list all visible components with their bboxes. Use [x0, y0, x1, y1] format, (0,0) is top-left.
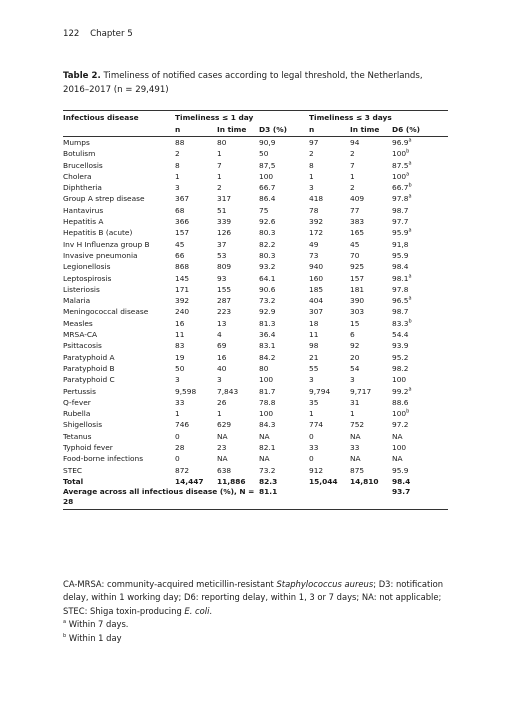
table-row [63, 442, 448, 453]
cell-n1: 8 [175, 160, 180, 170]
cell-d6: 98.4 [392, 262, 409, 272]
cell-n2: 1 [309, 171, 314, 181]
timeliness-table [63, 110, 448, 510]
footnote-marker: a [408, 386, 412, 393]
cell-d3: 84.3 [259, 420, 276, 430]
cell-d3: 87,5 [259, 160, 276, 170]
cell-t1: 23 [217, 443, 227, 453]
table-caption [63, 69, 449, 97]
cell-n2: 3 [309, 183, 314, 193]
cell-n1: 16 [175, 318, 185, 328]
table-row [63, 352, 448, 363]
cell-n1: 19 [175, 352, 185, 362]
cell-t1: 53 [217, 250, 227, 260]
disease-name: Meningococcal disease [63, 307, 149, 317]
cell-t1: 7,843 [217, 386, 239, 396]
cell-d3: 92.6 [259, 217, 276, 227]
disease-name: Paratyphoid A [63, 352, 115, 362]
cell-n1: 28 [175, 443, 185, 453]
cell-t2: 92 [350, 341, 360, 351]
cell-t2: 303 [350, 307, 365, 317]
cell-d3: 73.2 [259, 465, 276, 475]
cell-d6: 97.8 [392, 284, 409, 294]
cell-d6: 95.9 [392, 465, 409, 475]
cell-n1: 171 [175, 284, 190, 294]
cell-t2: 1 [350, 171, 355, 181]
table-row [63, 171, 448, 182]
cell-t1: 80 [217, 138, 227, 147]
cell-n2: 160 [309, 273, 324, 283]
cell-t1: 7 [217, 160, 222, 170]
disease-name: Botulism [63, 149, 96, 159]
cell-d3: 80.3 [259, 250, 276, 260]
cell-t1: 2 [217, 183, 222, 193]
cell-n1: 45 [175, 239, 185, 249]
cell-d6: 100$^a$ [392, 171, 410, 181]
cell-t2: 157 [350, 273, 365, 283]
cell-n2: 392 [309, 217, 324, 227]
cell-t2: 9,717 [350, 386, 372, 396]
cell-t1: 809 [217, 262, 232, 272]
cell-n2: 11 [309, 330, 319, 340]
table-row [63, 227, 448, 238]
disease-name: Listeriosis [63, 284, 100, 294]
disease-name: Paratyphoid B [63, 363, 115, 373]
total-label: Total [63, 476, 84, 486]
disease-name: Q-fever [63, 397, 91, 407]
cell-t2: 70 [350, 250, 360, 260]
cell-t1: 37 [217, 239, 227, 249]
disease-name: Paratyphoid C [63, 375, 115, 385]
footnote-marker: a [408, 273, 412, 280]
cell-n1: 1 [175, 409, 180, 419]
header-intime-1day: In time [217, 124, 259, 137]
cell-n2: 2 [309, 149, 314, 159]
cell-d3: 82.1 [259, 443, 276, 453]
table-row [63, 453, 448, 464]
cell-n2: 774 [309, 420, 324, 430]
cell-d3: 100 [259, 375, 274, 385]
disease-name: Psittacosis [63, 341, 102, 351]
chapter-label: Chapter 5 [90, 29, 133, 39]
disease-name: Typhoid fever [63, 443, 113, 453]
cell-d6: 66.7$^b$ [392, 182, 412, 193]
cell-d6: 93.9 [392, 341, 409, 351]
cell-d6: NA [392, 454, 403, 464]
cell-n1: 68 [175, 205, 185, 215]
cell-n1: 0 [175, 454, 180, 464]
cell-t1: 339 [217, 217, 232, 227]
cell-n1: 9,598 [175, 386, 197, 396]
disease-name: Legionellosis [63, 262, 111, 272]
table-row [63, 397, 448, 408]
cell-n2: 9,794 [309, 386, 331, 396]
cell-n1: 367 [175, 194, 190, 204]
cell-t2: 15 [350, 318, 360, 328]
cell-n2: 35 [309, 397, 319, 407]
cell-d3: 36.4 [259, 330, 276, 340]
disease-name: Diphtheria [63, 183, 102, 193]
table-row [63, 329, 448, 340]
cell-d3: 100 [259, 171, 274, 181]
cell-n1: 240 [175, 307, 190, 317]
cell-d6: 91,8 [392, 239, 409, 249]
page-number: 122 [63, 29, 80, 39]
cell-t2: 409 [350, 194, 365, 204]
cell-t1: 4 [217, 330, 222, 340]
cell-d3: 81.7 [259, 386, 276, 396]
cell-n1: 50 [175, 363, 185, 373]
cell-t2: 7 [350, 160, 355, 170]
cell-t1: 51 [217, 205, 227, 215]
cell-d6: 88.6 [392, 397, 409, 407]
cell-n2: 0 [309, 454, 314, 464]
cell-t2: 875 [350, 465, 365, 475]
disease-name: Measles [63, 318, 93, 328]
cell-d3: 75 [259, 205, 269, 215]
total-t1: 11,886 [217, 476, 246, 486]
total-row [63, 476, 448, 487]
cell-t2: NA [350, 431, 361, 441]
table-row [63, 306, 448, 317]
cell-t2: 33 [350, 443, 360, 453]
cell-n2: 185 [309, 284, 324, 294]
abbreviations-note: CA-MRSA: community-acquired meticillin-resistant Staphylococcus aureus; D3: notification delay, within 1 working day; D6: reporting delay, within 1, 3 or 7 days; NA: not applicable; STEC: Shiga toxin-producing E. coli. [63, 579, 444, 616]
table-row [63, 182, 448, 193]
cell-d3: 86.4 [259, 194, 276, 204]
cell-t1: 26 [217, 397, 227, 407]
cell-t1: 69 [217, 341, 227, 351]
footnote-marker: a [408, 137, 412, 144]
cell-n1: 392 [175, 296, 190, 306]
cell-n2: 98 [309, 341, 319, 351]
header-group-1day: Timeliness ≤ 1 day [175, 112, 254, 122]
footnote-marker: b [406, 148, 410, 155]
cell-t2: 45 [350, 239, 360, 249]
caption-label: Table 2. [63, 71, 101, 81]
table-row [63, 431, 448, 442]
cell-d6: 98.7 [392, 205, 409, 215]
cell-n1: 66 [175, 250, 185, 260]
table-row [63, 340, 448, 351]
cell-d6: 98.2 [392, 363, 409, 373]
cell-n2: 21 [309, 352, 319, 362]
disease-name: Hepatitis B (acute) [63, 228, 133, 238]
cell-d6: 87.5$^a$ [392, 160, 412, 170]
footnote-marker: a [406, 171, 410, 178]
cell-n1: 3 [175, 183, 180, 193]
table-row [63, 160, 448, 171]
disease-name: MRSA-CA [63, 330, 98, 340]
cell-t2: 181 [350, 284, 365, 294]
disease-name: Leptospirosis [63, 273, 112, 283]
cell-n2: 8 [309, 160, 314, 170]
footnote-a: $^a$ Within 7 days. [63, 619, 129, 630]
table-row [63, 374, 448, 385]
cell-d6: 97.7 [392, 217, 409, 227]
table-row [63, 419, 448, 430]
cell-t1: 287 [217, 296, 232, 306]
footnote-marker: a [408, 227, 412, 234]
header-row-columns [63, 124, 448, 137]
disease-name: Hepatitis A [63, 217, 104, 227]
cell-n1: 33 [175, 397, 185, 407]
footnote-marker: b [406, 408, 410, 415]
cell-t1: 126 [217, 228, 232, 238]
table-notes [63, 578, 453, 645]
disease-name: Mumps [63, 138, 90, 147]
cell-n2: 418 [309, 194, 324, 204]
cell-d6: 54.4 [392, 330, 409, 340]
cell-d3: NA [259, 431, 270, 441]
cell-n2: 1 [309, 409, 314, 419]
cell-d3: 73.2 [259, 296, 276, 306]
cell-t2: 390 [350, 296, 365, 306]
table-row [63, 295, 448, 306]
cell-n2: 172 [309, 228, 324, 238]
average-label: Average across all infectious disease (%), N = 28 [63, 487, 259, 510]
cell-t1: NA [217, 454, 228, 464]
cell-t2: 2 [350, 149, 355, 159]
cell-t2: 925 [350, 262, 365, 272]
footnote-marker: b [408, 318, 412, 325]
cell-d6: 96.9$^a$ [392, 137, 412, 147]
cell-d3: 92.9 [259, 307, 276, 317]
cell-n2: 912 [309, 465, 324, 475]
header-d6: D6 (%) [392, 124, 448, 137]
cell-d3: NA [259, 454, 270, 464]
cell-n1: 746 [175, 420, 190, 430]
cell-n2: 49 [309, 239, 319, 249]
cell-n1: 145 [175, 273, 190, 283]
cell-t2: 94 [350, 138, 360, 147]
cell-d6: 95.9 [392, 250, 409, 260]
cell-n1: 0 [175, 431, 180, 441]
cell-n1: 157 [175, 228, 190, 238]
header-group-3days: Timeliness ≤ 3 days [309, 112, 392, 122]
footnote-marker: b [408, 182, 412, 189]
disease-name: Cholera [63, 171, 92, 181]
cell-t1: 223 [217, 307, 232, 317]
disease-name: Shigellosis [63, 420, 103, 430]
cell-d6: 100 [392, 443, 407, 453]
disease-name: STEC [63, 465, 83, 475]
cell-t1: 93 [217, 273, 227, 283]
cell-n2: 97 [309, 138, 319, 147]
cell-t2: 1 [350, 409, 355, 419]
cell-d3: 90,9 [259, 138, 276, 147]
caption-text: Timeliness of notified cases according to legal threshold, the Netherlands, 2016–2017 (n = 29,491) [63, 71, 423, 95]
header-disease: Infectious disease [63, 112, 139, 122]
disease-name: Tetanus [63, 431, 92, 441]
cell-t1: 16 [217, 352, 227, 362]
cell-d3: 83.1 [259, 341, 276, 351]
disease-name: Hantavirus [63, 205, 104, 215]
cell-n2: 73 [309, 250, 319, 260]
cell-d3: 90.6 [259, 284, 276, 294]
table-row [63, 239, 448, 250]
cell-n1: 3 [175, 375, 180, 385]
cell-n1: 872 [175, 465, 190, 475]
running-head [63, 29, 141, 39]
cell-d3: 66.7 [259, 183, 276, 193]
cell-d3: 80 [259, 363, 269, 373]
table-row [63, 465, 448, 476]
cell-d6: 100 [392, 375, 407, 385]
cell-t2: 20 [350, 352, 360, 362]
cell-t1: 1 [217, 171, 222, 181]
disease-name: Rubella [63, 409, 91, 419]
cell-n1: 1 [175, 171, 180, 181]
cell-d3: 64.1 [259, 273, 276, 283]
footnote-marker: a [408, 194, 412, 201]
cell-d3: 50 [259, 149, 269, 159]
cell-d6: NA [392, 431, 403, 441]
cell-d3: 82.2 [259, 239, 276, 249]
cell-d6: 95.9$^a$ [392, 227, 412, 238]
cell-n2: 307 [309, 307, 324, 317]
disease-name: Food-borne infections [63, 454, 144, 464]
table-row [63, 250, 448, 261]
cell-n1: 366 [175, 217, 190, 227]
cell-n2: 940 [309, 262, 324, 272]
table-row [63, 408, 448, 419]
cell-d6: 97.8$^a$ [392, 194, 412, 204]
cell-t1: 13 [217, 318, 227, 328]
cell-d6: 83.3$^b$ [392, 318, 412, 328]
cell-t1: 3 [217, 375, 222, 385]
cell-n1: 83 [175, 341, 185, 351]
table-row [63, 205, 448, 216]
cell-d6: 96.5$^a$ [392, 295, 412, 306]
cell-d6: 95.2 [392, 352, 409, 362]
cell-n1: 11 [175, 330, 185, 340]
header-intime-3days: In time [350, 124, 392, 137]
footnote-marker: a [408, 160, 412, 167]
cell-t2: 3 [350, 375, 355, 385]
table-row [63, 363, 448, 374]
disease-name: Invasive pneumonia [63, 250, 138, 260]
header-row-groups [63, 111, 448, 124]
cell-t1: 317 [217, 194, 232, 204]
cell-n1: 868 [175, 262, 190, 272]
cell-d3: 80.3 [259, 228, 276, 238]
cell-d6: 99.2$^a$ [392, 386, 412, 396]
table-row [63, 261, 448, 272]
cell-t1: 638 [217, 465, 232, 475]
cell-d6: 98.1$^a$ [392, 273, 412, 283]
cell-d3: 84.2 [259, 352, 276, 362]
cell-t2: 6 [350, 330, 355, 340]
disease-name: Malaria [63, 296, 91, 306]
total-n1: 14,447 [175, 476, 204, 486]
cell-n2: 55 [309, 363, 319, 373]
table-row [63, 148, 448, 159]
cell-n2: 18 [309, 318, 319, 328]
cell-d6: 97.2 [392, 420, 409, 430]
cell-t2: 165 [350, 228, 365, 238]
cell-d3: 81.3 [259, 318, 276, 328]
table-row [63, 137, 448, 149]
disease-name: Pertussis [63, 386, 96, 396]
cell-d6: 98.7 [392, 307, 409, 317]
header-d3: D3 (%) [259, 124, 309, 137]
cell-d6: 100$^b$ [392, 408, 410, 419]
disease-name: Group A strep disease [63, 194, 145, 204]
cell-t1: 629 [217, 420, 232, 430]
cell-d3: 93.2 [259, 262, 276, 272]
total-d6: 98.4 [392, 476, 411, 486]
total-t2: 14,810 [350, 476, 379, 486]
total-n2: 15,044 [309, 476, 338, 486]
table-row [63, 216, 448, 227]
cell-t2: 383 [350, 217, 365, 227]
table-row [63, 386, 448, 397]
cell-n2: 33 [309, 443, 319, 453]
cell-t2: 31 [350, 397, 360, 407]
cell-d3: 78.8 [259, 397, 276, 407]
table-row [63, 284, 448, 295]
header-n-3days: n [309, 124, 350, 137]
cell-t2: NA [350, 454, 361, 464]
cell-n2: 0 [309, 431, 314, 441]
average-row [63, 487, 448, 510]
cell-t1: 155 [217, 284, 232, 294]
cell-n1: 88 [175, 138, 185, 147]
cell-n2: 404 [309, 296, 324, 306]
cell-t2: 54 [350, 363, 360, 373]
cell-t2: 752 [350, 420, 365, 430]
cell-d3: 100 [259, 409, 274, 419]
cell-n2: 3 [309, 375, 314, 385]
footnote-b: $^b$ Within 1 day [63, 632, 122, 643]
average-d3: 81.1 [259, 487, 309, 510]
total-d3: 82.3 [259, 476, 278, 486]
cell-t1: NA [217, 431, 228, 441]
cell-n1: 2 [175, 149, 180, 159]
cell-t1: 40 [217, 363, 227, 373]
disease-name: Inv H Influenza group B [63, 239, 150, 249]
table-row [63, 273, 448, 284]
table-row [63, 318, 448, 329]
cell-t2: 77 [350, 205, 360, 215]
average-d6: 93.7 [392, 487, 448, 510]
cell-d6: 100$^b$ [392, 148, 410, 159]
header-n-1day: n [175, 124, 217, 137]
cell-n2: 78 [309, 205, 319, 215]
cell-t1: 1 [217, 149, 222, 159]
table-row [63, 193, 448, 204]
footnote-marker: a [408, 295, 412, 302]
disease-name: Brucellosis [63, 160, 103, 170]
cell-t1: 1 [217, 409, 222, 419]
cell-t2: 2 [350, 183, 355, 193]
